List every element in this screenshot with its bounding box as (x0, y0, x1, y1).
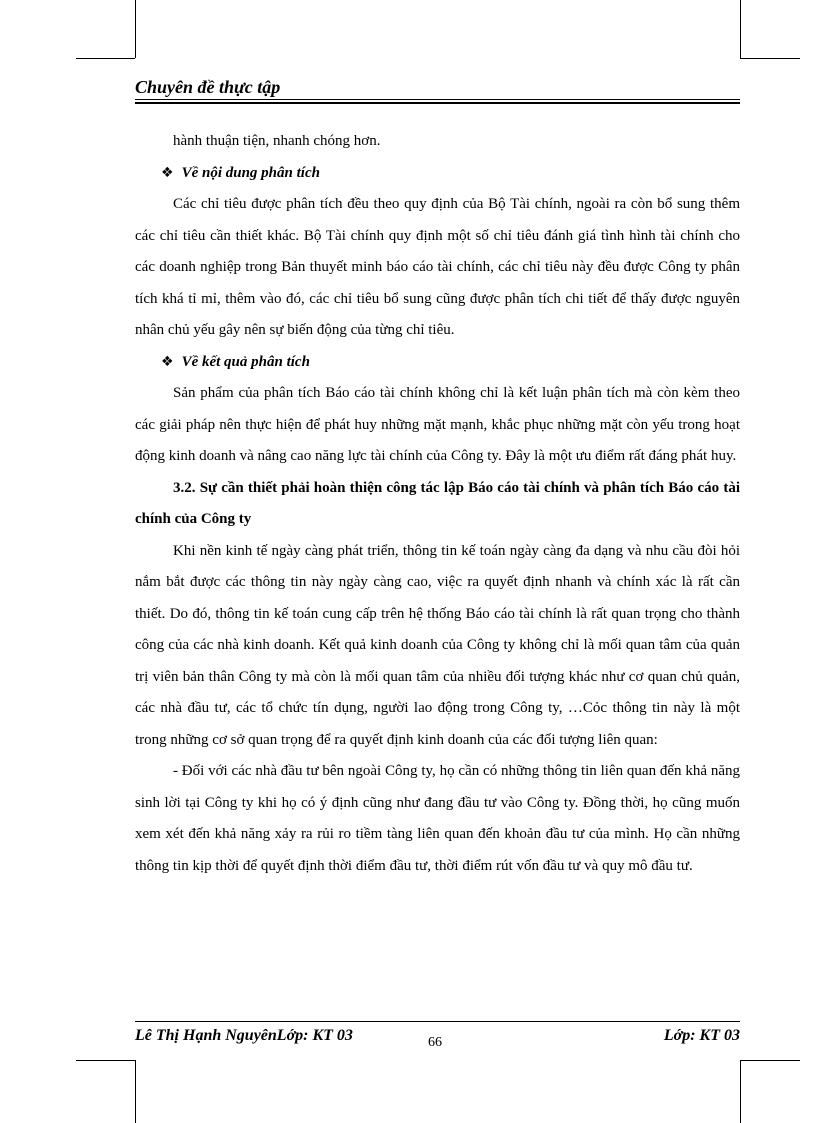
header-title: Chuyên đề thực tập (135, 77, 281, 97)
header-rule (135, 99, 740, 100)
bullet-text: Về nội dung phân tích (181, 164, 320, 181)
document-body (135, 126, 740, 882)
diamond-bullet-icon: ❖ (161, 353, 174, 370)
crop-mark (135, 1060, 136, 1123)
crop-mark (740, 58, 800, 59)
crop-mark (740, 1060, 741, 1123)
paragraph: hành thuận tiện, nhanh chóng hơn. (173, 133, 381, 149)
paragraph: - Đối với các nhà đầu tư bên ngoài Công ty, họ cần có những thông tin liên quan đến khả năng sinh lời tại Công ty khi họ có ý định cũng như đang đầu tư vào Công ty. Đồng thời, họ cũng muốn xem xét đến khả năng xảy ra rủi ro tiềm tàng liên quan đến khoản đầu tư của mình. Họ cần những thông tin kịp thời để quyết định thời điểm đầu tư, thời điểm rút vốn đầu tư và quy mô đầu tư. (135, 763, 740, 874)
crop-mark (76, 1060, 135, 1061)
crop-mark (740, 1060, 800, 1061)
section-heading: 3.2. Sự cần thiết phải hoàn thiện công tác lập Báo cáo tài chính và phân tích Báo cáo tài chính của Công ty (135, 479, 740, 527)
crop-mark (76, 58, 135, 59)
header-rule (135, 102, 740, 104)
paragraph: Khi nền kinh tế ngày càng phát triển, thông tin kế toán ngày càng đa dạng và nhu cầu đòi hỏi nắm bắt được các thông tin này ngày càng cao, việc ra quyết định nhanh và chính xác là rất cần thiết. Do đó, thông tin kế toán cung cấp trên hệ thống Báo cáo tài chính là rất quan trọng cho thành công của các nhà kinh doanh. Kết quả kinh doanh của Công ty không chỉ là mối quan tâm của quản trị viên bản thân Công ty mà còn là mối quan tâm của nhiều đối tượng khác như cơ quan chủ quản, các nhà đầu tư, các tổ chức tín dụng, người lao động trong Công ty, …Cỏc thông tin này là một trong những cơ sở quan trọng để ra quyết định kinh doanh của các đối tượng liên quan: (135, 542, 740, 748)
page-number: 66 (428, 1035, 442, 1050)
footer-class: Lớp: KT 03 (663, 1027, 740, 1044)
bullet-heading (135, 158, 740, 190)
footer-rule (135, 1021, 740, 1022)
diamond-bullet-icon: ❖ (161, 164, 174, 181)
paragraph: Sản phẩm của phân tích Báo cáo tài chính không chỉ là kết luận phân tích mà còn kèm theo các giải pháp nên thực hiện để phát huy những mặt mạnh, khắc phục những mặt còn yếu trong hoạt động kinh doanh và nâng cao năng lực tài chính của Công ty. Đây là một ưu điểm rất đáng phát huy. (135, 385, 740, 464)
paragraph: Các chỉ tiêu được phân tích đều theo quy định của Bộ Tài chính, ngoài ra còn bổ sung thêm các chỉ tiêu cần thiết khác. Bộ Tài chính quy định một số chỉ tiêu đánh giá tình hình tài chính cho các doanh nghiệp trong Bản thuyết minh báo cáo tài chính, các chỉ tiêu này đều được Công ty phân tích khá tỉ mỉ, thêm vào đó, các chỉ tiêu bổ sung cũng được phân tích chi tiết để thấy được nguyên nhân chủ yếu gây nên sự biến động của từng chỉ tiêu. (135, 196, 740, 338)
crop-mark (740, 0, 741, 58)
crop-mark (135, 0, 136, 58)
bullet-text: Về kết quả phân tích (181, 353, 310, 370)
bullet-heading (135, 347, 740, 379)
footer-author: Lê Thị Hạnh NguyênLớp: KT 03 (135, 1027, 353, 1044)
